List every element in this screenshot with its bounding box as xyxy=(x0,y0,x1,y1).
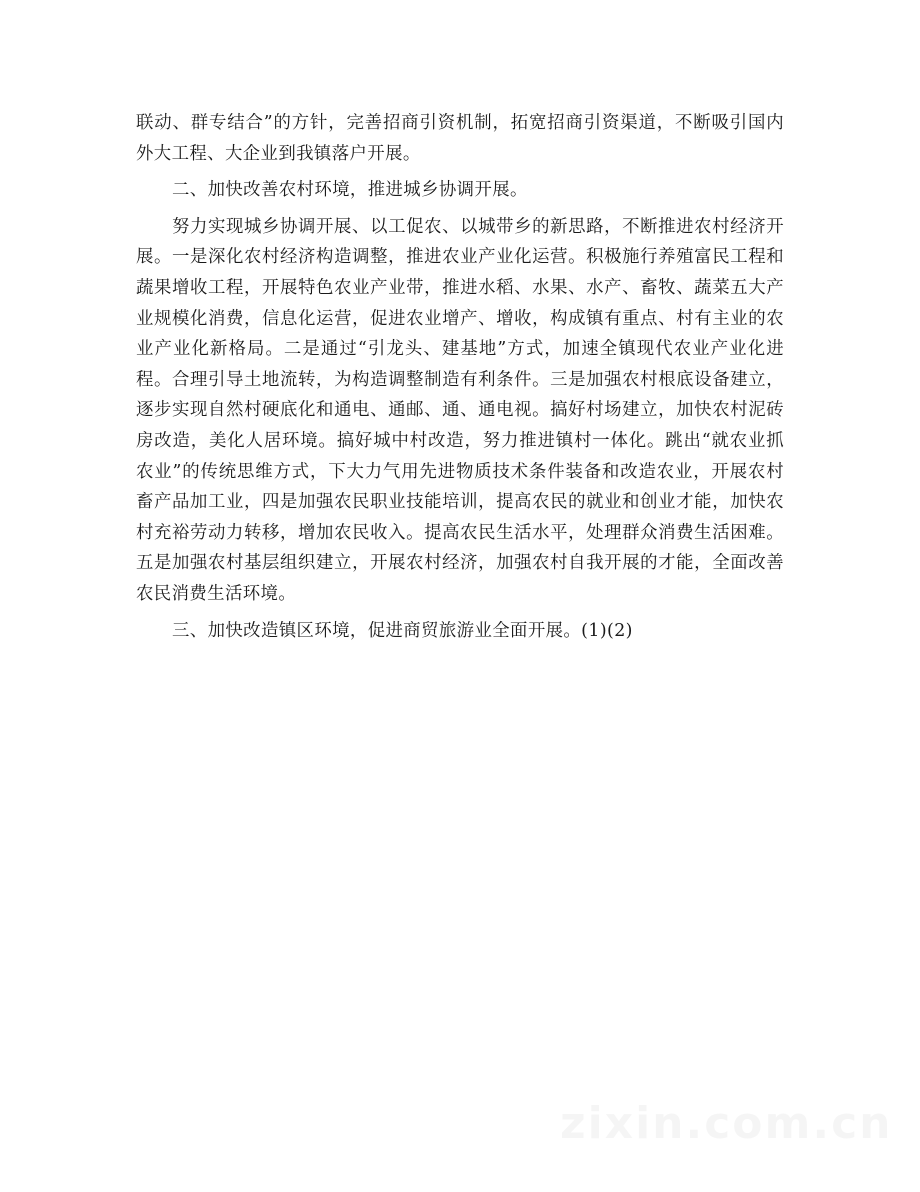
paragraph-continuation: 联动、群专结合”的方针，完善招商引资机制，拓宽招商引资渠道，不断吸引国内外大工程、大企业到我镇落户开展。 xyxy=(136,113,784,164)
watermark xyxy=(560,1098,892,1149)
section-heading-2: 二、加快改善农村环境，推进城乡协调开展。 xyxy=(172,180,528,201)
paragraph-body-2: 努力实现城乡协调开展、以工促农、以城带乡的新思路，不断推进农村经济开展。一是深化农村经济构造调整，推进农业产业化运营。积极施行养殖富民工程和蔬果增收工程，开展特色农业产业带，推进水稻、水果、水产、畜牧、蔬菜五大产业规模化消费，信息化运营，促进农业增产、增收，构成镇有重点、村有主业的农业产业化新格局。二是通过“引龙头、建基地”方式，加速全镇现代农业产业化进程。合理引导土地流转，为构造调整制造有利条件。三是加强农村根底设备建立，逐步实现自然村硬底化和通电、通邮、通、通电视。搞好村场建立，加快农村泥砖房改造，美化人居环境。搞好城中村改造，努力推进镇村一体化。跳出“就农业抓农业”的传统思维方式，下大力气用先进物质技术条件装备和改造农业，开展农村畜产品加工业，四是加强农民职业技能培训，提高农民的就业和创业才能，加快农村充裕劳动力转移，增加农民收入。提高农民生活水平，处理群众消费生活困难。五是加强农村基层组织建立，开展农村经济，加强农村自我开展的才能，全面改善农民消费生活环境。 xyxy=(136,216,784,604)
document-page xyxy=(136,108,784,646)
section-heading-3: 三、加快改造镇区环境，促进商贸旅游业全面开展。(1)(2) xyxy=(172,620,633,641)
